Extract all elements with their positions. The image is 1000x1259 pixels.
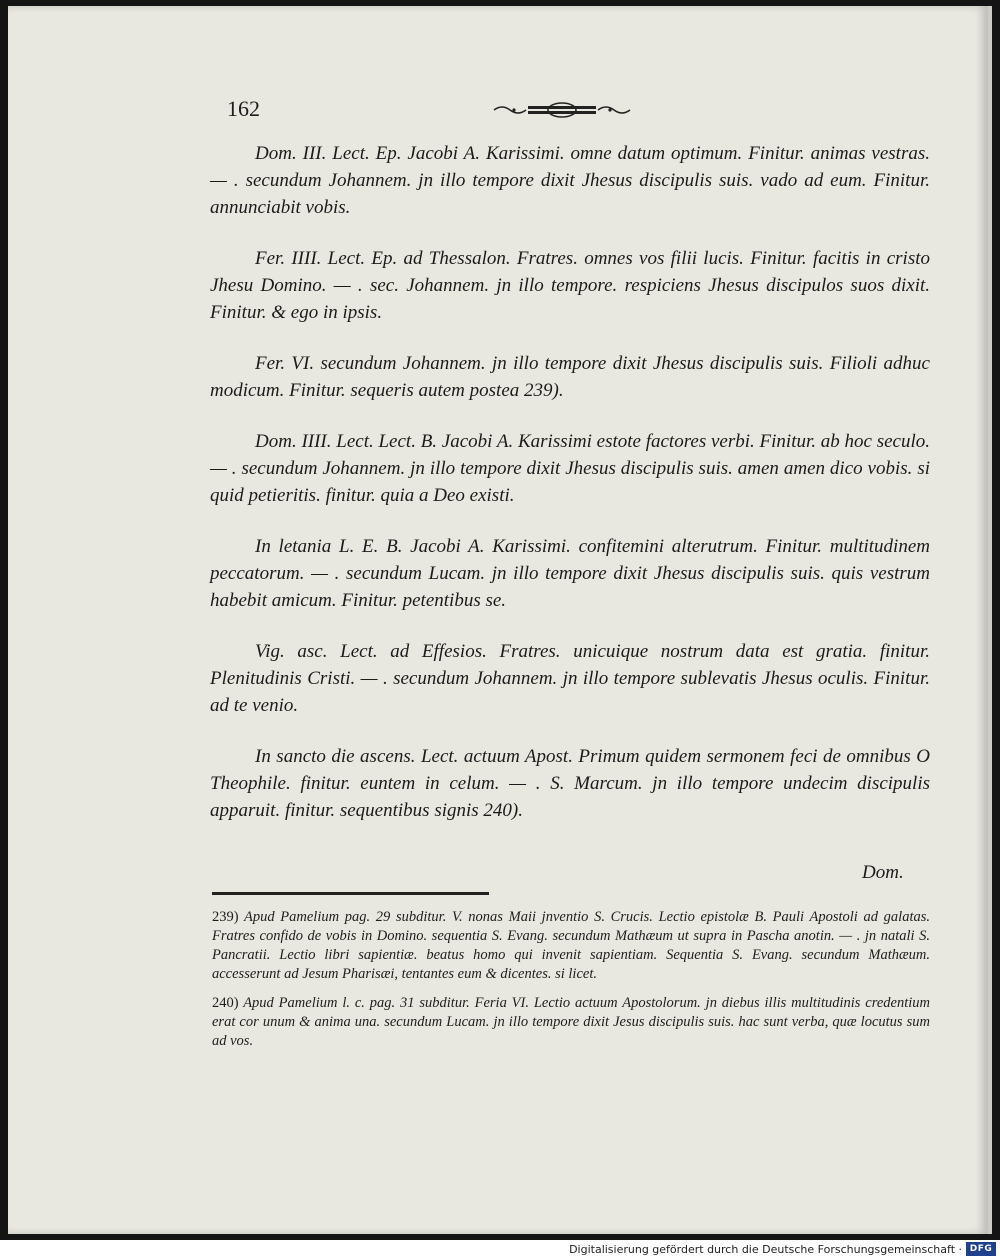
digitization-credit: Digitalisierung gefördert durch die Deutsche Forschungsgemeinschaft · <box>569 1243 962 1256</box>
header-ornament-icon <box>492 99 632 121</box>
footnote-divider <box>212 892 489 895</box>
paragraph: In letania L. E. B. Jacobi A. Karissimi. confitemini alterutrum. Finitur. multitudinem peccatorum. — . secundum Lucam. jn illo tempore dixit Jhesus discipulis suis. quis vestrum habebit amicum. Finitur. petentibus se. <box>210 536 930 611</box>
paragraph: Fer. VI. secundum Johannem. jn illo tempore dixit Jhesus discipulis suis. Filioli adhuc modicum. Finitur. sequeris autem postea 239). <box>210 353 930 401</box>
paragraph: Dom. IIII. Lect. Lect. B. Jacobi A. Karissimi estote factores verbi. Finitur. ab hoc seculo. — . secundum Johannem. jn illo tempore dixit Jhesus discipulis suis. amen amen dico vobis. si quid petieritis. finitur. quia a Deo existi. <box>210 431 930 506</box>
footnotes <box>212 908 930 1061</box>
paragraph: Dom. III. Lect. Ep. Jacobi A. Karissimi. omne datum optimum. Finitur. animas vestras. — . secundum Johannem. jn illo tempore dixit Jhesus discipulis suis. vado ad eum. Finitur. annunciabit vobis. <box>210 143 930 218</box>
paragraph: In sancto die ascens. Lect. actuum Apost. Primum quidem sermonem feci de omnibus O Theophile. finitur. euntem in celum. — . S. Marcum. jn illo tempore undecim discipulis apparuit. finitur. sequentibus signis 240). <box>210 746 930 821</box>
footnote-mark: 240) <box>212 995 239 1011</box>
paragraph: Fer. IIII. Lect. Ep. ad Thessalon. Fratres. omnes vos filii lucis. Finitur. facitis in cristo Jhesu Domino. — . sec. Johannem. jn illo tempore. respiciens Jhesus discipulos suos dixit. Finitur. & ego in ipsis. <box>210 248 930 323</box>
paragraph: Vig. asc. Lect. ad Effesios. Fratres. unicuique nostrum data est gratia. finitur. Plenitudinis Cristi. — . secundum Johannem. jn illo tempore sublevatis Jhesus oculis. Finitur. ad te venio. <box>210 641 930 716</box>
footnote-text: Apud Pamelium pag. 29 subditur. V. nonas Maii jnventio S. Crucis. Lectio epistolæ B. Pauli Apostoli ad galatas. Fratres confido de vobis in Domino. sequentia S. Evang. secundum Mathæum ut supra in Pascha anotin. — . jn natali S. Pancratii. Lectio libri sapientiæ. beatus homo qui invenit sapientiam. Sequentia S. Evang. secundum Mathæum. accesserunt ad Jesum Pharisæi, tentantes eum & dicentes. si licet. <box>212 909 930 982</box>
main-text <box>210 140 930 848</box>
dfg-logo: DFG <box>966 1242 996 1256</box>
catchword: Dom. <box>862 862 904 883</box>
footnote <box>212 994 930 1051</box>
page-number: 162 <box>227 96 260 121</box>
footnote-text: Apud Pamelium l. c. pag. 31 subditur. Feria VI. Lectio actuum Apostolorum. jn diebus illis multitudinis credentium erat cor unum & anima una. secundum Lucam. jn illo tempore dixit Jesus discipulis suis. hac sunt verba, quæ locutus sum ad vos. <box>212 995 930 1049</box>
footnote <box>212 908 930 984</box>
footnote-mark: 239) <box>212 909 239 925</box>
page-edge <box>988 6 992 1234</box>
